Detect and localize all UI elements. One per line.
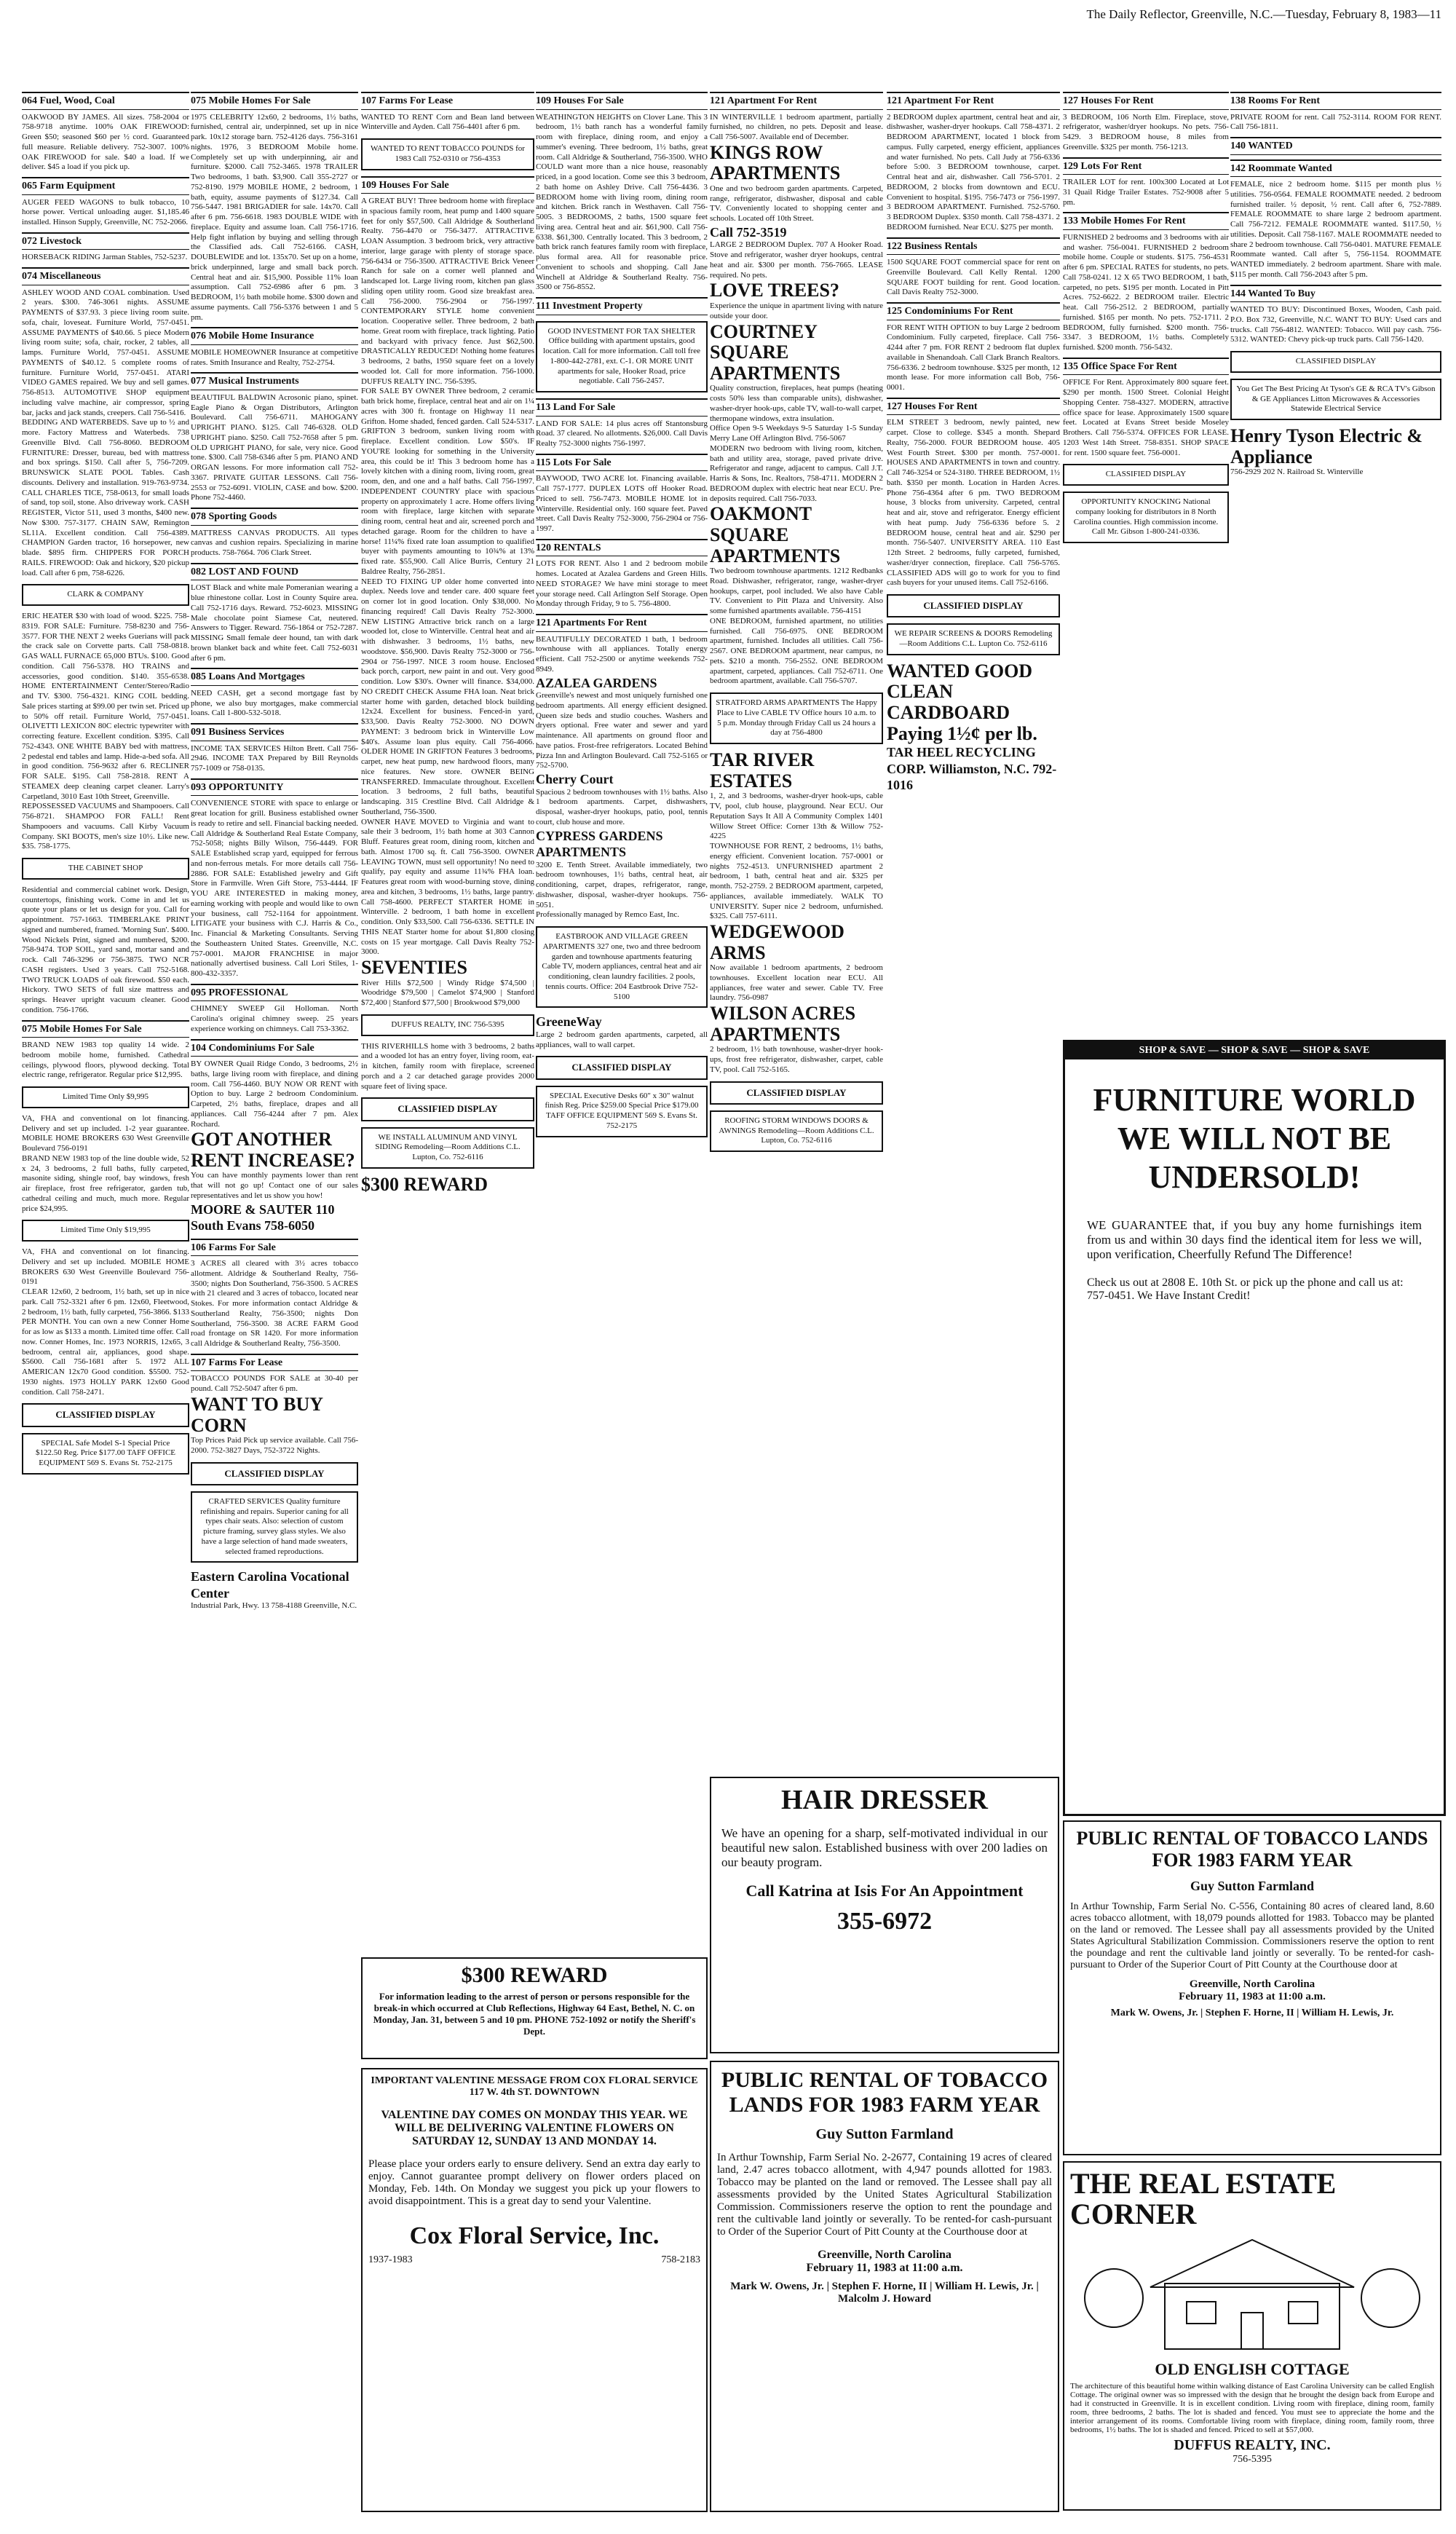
ad-subheading: AZALEA GARDENS <box>536 675 657 690</box>
listing-text: INCOME TAX SERVICES Hilton Brett. Call 756-2946. INCOME TAX Prepared by Bill Reynolds 757-1009 or 758-0135. <box>191 743 358 773</box>
category-heading: 075 Mobile Homes For Sale <box>22 1020 189 1038</box>
listing-text: Industrial Park, Hwy. 13 758-4188 Greenville, N.C. <box>191 1601 357 1611</box>
listing-text: BEAUTIFUL BALDWIN Acrosonic piano, spinet. Eagle Piano & Organ Distributors, Arlington Boulevard. Call 756-6711. MAHOGANY UPRIGHT PIANO. $125. Call 746-6328. OLD UPRIGHT piano. $250. Call 752-7658 after 5 pm. OLD UPRIGHT PIANO, for sale, very nice. Good tone. $300. Call 758-6346 after 5 pm. PIANO AND ORGAN lessons. For more information call 752-3367. PRIVATE GUITAR LESSONS. Call 756-2553 or 752-6091. VIOLIN, CASE and bow. $200. Phone 752-4460. <box>191 392 358 502</box>
listing-text: Now available 1 bedroom apartments, 2 bedroom townhouses. Excellent location near ECU. All appliances, free water and sewer. Cable TV. Free laundry. 756-0987 <box>710 963 883 1003</box>
boxed-ad: SPECIAL Executive Desks 60" x 30" walnut finish Reg. Price $259.00 Special Price $179.00 TAFF OFFICE EQUIPMENT 569 S. Evans St. 752-2175 <box>536 1086 708 1137</box>
display-label: CLASSIFIED DISPLAY <box>191 1462 358 1485</box>
boxed-ad: OPPORTUNITY KNOCKING National company looking for distributors in 8 North Carolina counties. High commission income. Call Mr. Gibson 1-800-241-0336. <box>1063 492 1229 543</box>
hairdresser-cta: Call Katrina at Isis For An Appointment <box>745 1882 1024 1900</box>
category-heading: 125 Condominiums For Rent <box>887 302 1060 320</box>
ad-subheading: TAR HEEL RECYCLING CORP. Williamston, N.C. 792-1016 <box>887 745 1057 793</box>
listing-text: TOBACCO POUNDS FOR SALE at 30-40 per pound. Call 752-5047 after 6 pm. <box>191 1374 358 1394</box>
listing-text: Top Prices Paid Pick up service available. Call 756-2000. 752-3827 Days, 752-3722 Nights. <box>191 1436 358 1455</box>
listing-text: 2 BEDROOM duplex apartment, central heat and air, dishwasher, washer-dryer hookups. Call 758-4371. 2 BEDROOM APARTMENT, located 1 block from campus. Fully carpeted, energy efficient, appliances and water furnished. No pets. Call Judy at 756-6336 before 5:00. 3 BEDROOM townhouse, carpet. Central heat and air, dishwasher. Call 756-5701. 2 BEDROOM, 2 blocks from downtown and ECU. Convenient to hospital. $195. 756-7473 or 756-1997. 3 BEDROOM APARTMENT. Furnished. 752-5760. 3 BEDROOM Duplex. $350 month. Call 758-4371. 2 BEDROOM furnished. Near ECU. $275 per month. <box>887 112 1060 232</box>
furniture-address: Check us out at 2808 E. 10th St. or pick up the phone and call us at: 757-0451. We Have Instant Credit! <box>1087 1276 1404 1303</box>
listing-text: Large 2 bedroom garden apartments, carpeted, all appliances, wall to wall carpet. <box>536 1030 708 1049</box>
listing-text: 1500 SQUARE FOOT commercial space for rent on Greenville Boulevard. Call Kelly Rental. 1200 SQUARE FOOT building for rent. Good location. Call Davis Realty 752-3000. <box>887 258 1060 297</box>
listing-text: WANTED TO BUY: Discontinued Boxes, Wooden, Cash paid. P.O. Box 732, Greenville, N.C. WANT TO BUY: Used cars and trucks. Call 756-4812. WANTED: Tobacco. Will pay cash. 756-5312. WANTED: Chevy pick-up truck parts. Call 756-1420. <box>1230 305 1441 344</box>
boxed-ad: DUFFUS REALTY, INC 756-5395 <box>361 1014 534 1036</box>
ad-headline: WEDGEWOOD ARMS <box>710 921 844 963</box>
ad-subheading: Eastern Carolina Vocational Center <box>191 1569 349 1600</box>
category-heading: 082 LOST AND FOUND <box>191 563 358 581</box>
category-heading: 077 Musical Instruments <box>191 372 358 390</box>
tobacco-right-title: PUBLIC RENTAL OF TOBACCO LANDS FOR 1983 FARM YEAR <box>1076 1828 1428 1871</box>
category-heading: 111 Investment Property <box>536 297 708 315</box>
listing-text: IN WINTERVILLE 1 bedroom apartment, partially furnished, no children, no pets. Deposit and lease. Call 756-5007. Available end of December. <box>710 112 883 141</box>
listing-text: FEMALE, nice 2 bedroom home. $115 per month plus ½ utilities. 756-0564. FEMALE ROOMMATE needed. 2 bedroom furnished trailer. ½ deposit, ½ rent. Call after 6, 752-7889. FEMALE ROOMMATE to share large 2 bedroom apartment. Call 756-7212. FEMALE ROOMMATE wanted. $117.50, ½ utilities. Deposit. Call 758-1167. MALE ROOMMATE needed to share 2 bedroom townhouse. Call 756-0401. MATURE FEMALE Roommate wanted. Call after 5, 756-1154. ROOMMATE WANTED immediately. 2 bedroom apartment. Share with male. $115 per month. Call 756-2043 after 5 pm. <box>1230 180 1441 279</box>
category-heading: 140 WANTED <box>1230 137 1441 155</box>
listing-text: CHIMNEY SWEEP Gil Holloman. North Carolina's original chimney sweep. 25 years experience working on chimneys. Call 753-3362. <box>191 1004 358 1033</box>
display-label: CLASSIFIED DISPLAY <box>887 594 1060 617</box>
category-heading: 109 Houses For Sale <box>536 92 708 110</box>
category-heading: 121 Apartments For Rent <box>536 614 708 632</box>
valentine-body1: VALENTINE DAY COMES ON MONDAY THIS YEAR. WE WILL BE DELIVERING VALENTINE FLOWERS ON SATURDAY 12, SUNDAY 13 AND MONDAY 14. <box>381 2109 688 2147</box>
ad-headline: WANT TO BUY CORN <box>191 1393 323 1436</box>
boxed-ad: Limited Time Only $9,995 <box>22 1086 189 1108</box>
display-label: CLASSIFIED DISPLAY <box>22 1403 189 1426</box>
boxed-ad: GOOD INVESTMENT FOR TAX SHELTER Office building with apartment upstairs, good location. Call for more information. Call toll free 1-800-442-2781, ext. C-1. OR MORE UNIT apartments for sale, Hooker Road, price negotiable. Call 756-2457. <box>536 321 708 393</box>
category-heading: 109 Houses For Sale <box>361 176 534 194</box>
listing-text: ERIC HEATER $30 with load of wood. $225. 758-8319. FOR SALE: Furniture. 758-8230 and 756-3577. FOR THE NEXT 2 weeks Guerians will pack the crack sale on Corvette parts. Call 758-0818. GAS WALL FURNACE 65,000 BTUs. $100. Good condition. Call 756-5378. HO TRAINS and accessories, good condition. $140. 355-6538. HOME ENTERTAINMENT Center/Stereo/Radio and TV. $300. 756-4321. KING COIL bedding. Sale prices starting at $99.00 per twin set. Priced up to 50% off retail. Furniture World, 757-0451. OLIVETTI LEXICON 80C electric typewriter with correcting feature. Excellent condition. $395. Call 752-4343. ONE WHITE BABY bed with mattress, 2 pedestal end tables and lamp. Hide-a-bed sofa. All in good condition. 756-9632 after 6. RECLINER FOR SALE. $195. Call 758-2818. RENT A STEAMEX deep cleaning carpet cleaner. Larry's Carpetland, 3010 East 10th Street, Greenville. <box>22 612 189 801</box>
tobacco-left-body: In Arthur Township, Farm Serial No. 2-2677, Containing 19 acres of cleared land, 2.47 acres tobacco allotment, with 4,947 pounds allotted for 1983. Tobacco may be planted on the land or removed. The Lessee shall pay all assessments provided by the United States Agricultural Stabilization Commission. Commissioners reserve the option to rent the poundage and rent the cultivable land jointly or severally. To be rented-for cash-pursuant to Order of the Superior Court of Pitt County at the Courthouse door at <box>717 2152 1052 2238</box>
listing-text: OAKWOOD BY JAMES. All sizes. 758-2004 or 758-9718 anytime. 100% OAK FIREWOOD: Green $50; seasoned $60 per ½ cord. Guaranteed full measure. Reliable delivery. 752-3007. 100% OAK FIREWOOD for sale. $40 a load. If we deliver. $45 a load if you pick up. <box>22 112 189 172</box>
listing-text: MODERN two bedroom with living room, kitchen, bath and utility area, storage, paved private drive. Refrigerator and range, adjacent to campus. Call J.T. Harris & Sons, Inc. Realtors, 758-4711. MODERN 2 BEDROOM duplex with electric heat near ECU. Pre-deposits required. Call 756-7033. <box>710 443 883 503</box>
category-heading: 127 Houses For Rent <box>1063 92 1229 110</box>
category-heading: 104 Condominiums For Sale <box>191 1039 358 1057</box>
listing-text: Two bedroom townhouse apartments. 1212 Redbanks Road. Dishwasher, refrigerator, range, washer-dryer hookups, carpet, pool included. We also have Cable TV. Convenient to Pitt Plaza and University. Also some furnished apartments available. 756-4151 <box>710 567 883 616</box>
listing-text: BEAUTIFULLY DECORATED 1 bath, 1 bedroom townhouse with all appliances. Totally energy efficient. Call 752-2500 or anytime weekends 752-8949. <box>536 634 708 674</box>
category-heading: 129 Lots For Rent <box>1063 157 1229 175</box>
reward-body: For information leading to the arrest of person or persons responsible for the break-in which occurred at Club Reflections, Highway 64 East, Bethel, N. C. on Monday, Jan. 31, between 5 and 10 pm. PHONE 752-1092 or notify the Sheriff's Dept. <box>373 1991 696 2037</box>
listing-text: Office Open 9-5 Weekdays 9-5 Saturday 1-5 Sunday Merry Lane Off Arlington Blvd. 756-5067 <box>710 424 883 443</box>
category-heading: 107 Farms For Lease <box>361 92 534 110</box>
valentine-body2: Please place your orders early to ensure delivery. Send an extra day early to enjoy. Cannot guarantee prompt delivery on flower orders placed on Monday, Feb. 14th. On Monday we suggest you pick up your flowers to avoid disappointment. This is a great day to send your Valentine. <box>368 2158 700 2207</box>
listing-text: ASHLEY WOOD AND COAL combination. Used 2 years. $300. 746-3061 nights. ASSUME PAYMENTS of $37.93. 3 piece living room suite. sofa, chair, loveseat. Furniture World, 757-0451. ASSUME PAYMENTS of $40.66. 5 piece Modern living room suite; sofa, chair, rocker, 2 tables, all lamps. Furniture World, 757-0451. ASSUME PAYMENTS of $40.12. 5 complete rooms of furniture. Furniture World, 757-0451. ATARI VIDEO GAMES repaired. We buy and sell games. 756-8513. AUTOMOTIVE SHOP equipment including valve machine, air compressor, spring bar, jacks and jack stands, creepers. Call 756-5416. <box>22 288 189 417</box>
ad-headline: LOVE TREES? <box>710 280 839 301</box>
ad-headline: COURTNEY SQUARE APARTMENTS <box>710 320 841 384</box>
real-estate-corner-ad <box>1063 2161 1441 2511</box>
listing-text: PRIVATE ROOM for rent. Call 752-3114. ROOM FOR RENT. Call 756-1811. <box>1230 112 1441 132</box>
category-heading: 144 Wanted To Buy <box>1230 285 1441 303</box>
boxed-ad: STRATFORD ARMS APARTMENTS The Happy Place to Live CABLE TV Office hours 10 a.m. to 5 p.m. Monday through Friday Call us 24 hours a day at 756-4800 <box>710 692 883 744</box>
listing-text: BRAND NEW 1983 top quality 14 wide. 2 bedroom mobile home, furnished. Cathedral ceilings, plywood floors, plywood decking. Total electric range, refrigerator. Regular price $12,995. <box>22 1041 189 1080</box>
category-heading: 142 Roommate Wanted <box>1230 159 1441 178</box>
reward-title: $300 REWARD <box>461 1963 608 1987</box>
hairdresser-title: HAIR DRESSER <box>780 1785 989 1815</box>
listing-text: Greenville's newest and most uniquely furnished one bedroom apartments. All energy efficient designed. Queen size beds and studio couches. Washers and dryers optional. Free water and sewer and yard maintenance. All apartments on ground floor and have patios. Frost-free refrigerators. Located Behind Pizza Inn and Arlington Boulevard. Call 752-5165 or 752-5700. <box>536 691 708 770</box>
listing-text: VA, FHA and conventional on lot financing. Delivery and set up included. 1-2 year guarantee. MOBILE HOME BROKERS 630 West Greenville Boulevard 756-0191 <box>22 1113 189 1153</box>
listing-text: A GREAT BUY! Three bedroom home with fireplace in spacious family room, heat pump and 1400 square feet for only $57,500. Call Aldridge & Southerland Realty. 756-4470 or 756-3477. ATTRACTIVE LOAN Assumption. 3 bedroom brick, very attractive interior, large garage with plenty of storage space. 756-6434 or 756-3500. ATTRACTIVE Brick Veneer Ranch for sale on a corner well planned and landscaped lot. Large living room, kitchen pan glass sliding open utility room. Good size breakfast area. Call 756-2000. 756-2904 or 756-1997. CONTEMPORARY STYLE home convenient location. Cooperative seller. Three bedroom, 2 bath home. Great room with fireplace, track lighting. Patio and backyard with privacy fence. Just $62,500. DRASTICALLY REDUCED! Nothing home features 3 bedrooms, 2 baths, 1950 square feet on a lovely wooded lot. Call for more information. 756-1000. DUFFUS REALTY INC. 756-5395. <box>361 197 534 386</box>
listing-text: OWNER HAVE MOVED to Virginia and want to sale their 3 bedroom, 1½ bath home at 303 Cannon Bluff. Features great room, dining room, kitchen and bath. Almost 1700 sq. ft. Call 756-3500. OWNER LEAVING TOWN, must sell opportunity! No need to qualify, pay equity and assume 11¾% FHA loan. Features great room with wood-burning stove, dining area and kitchen, 3 bedrooms, 1½ baths, large pantry. Call 758-4600. PERFECT STARTER HOME in Winterville. 2 bedroom, 1 bath home in excellent condition. Only $33,500. Call 756-6336. SETTLE IN THIS NEAT Starter home for about $1,800 closing costs on 15 year mortgage. Call Davis Realty 752-3000. <box>361 817 534 957</box>
tobacco-right-signers: Mark W. Owens, Jr. | Stephen F. Horne, II | William H. Lewis, Jr. <box>1110 2008 1394 2018</box>
listing-text: 1975 CELEBRITY 12x60, 2 bedrooms, 1½ baths, furnished, central air, underpinned, set up in nice park. 10x12 storage barn. 752-4126 days. 756-3161 nights. 1976, 3 BEDROOM Mobile home. Completely set up with underpinning, air and furniture. $2000. Call 752-3465. 1978 TRAILER Two bedrooms, 1 bath. $3,900. Call 355-2727 or 752-8190. 1979 MOBILE HOME, 2 bedroom, 1 bath, equity, assume payments of $127.34. Call 756-5447. 1981 BRIGADIER for sale. 14x70. Call after 6 pm. 756-6618. 1983 DOUBLE WIDE with fireplace. Equity and assume loan. Call 756-1716. Help fight inflation by buying and selling through the Classified ads. Call 752-6166. CASH, DOUBLEWIDE and lot. 135x70. Set up on a home, brick underpinned, large and small back porch. Central heat and air. $15,900. Possible 11% loan assumption. Call 752-6986 after 6 pm. 3 BEDROOM, 1½ bath mobile home. $300 down and assume payments. Call 756-5376 between 1 and 5 pm. <box>191 112 358 322</box>
category-heading: 138 Rooms For Rent <box>1230 92 1441 110</box>
ad-headline: KINGS ROW APARTMENTS <box>710 141 841 184</box>
ad-subheading: MOORE & SAUTER 110 South Evans 758-6050 <box>191 1201 335 1234</box>
valentine-phone: 758-2183 <box>661 2254 700 2265</box>
furniture-world-ad <box>1063 1040 1446 1816</box>
boxed-ad: Limited Time Only $19,995 <box>22 1220 189 1242</box>
category-heading: 113 Land For Sale <box>536 398 708 417</box>
listing-text: CLEAR 12x60, 2 bedroom, 1½ bath, set up in nice park. Call 752-3321 after 6 pm. 12x60, Fleetwood, 2 bedroom, 1½ bath, fully carpeted, 756-3866. $133 PER MONTH. You can own a new Conner Home for as low as $133 a month. Limited time offer. Call now. Conner Homes, Inc. 1973 NORRIS, 12x65, 3 bedroom, central air, appliances, good shape. $5600. Call 756-1681 after 5. 1972 ALL AMERICAN 12x70 Good condition. $5500. 752-1930 nights. 1973 HOLLY PARK 12x60 Good condition. Call 758-2471. <box>22 1287 189 1397</box>
listing-text: One and two bedroom garden apartments. Carpeted, range, refrigerator, dishwasher, disposal and cable TV. Conveniently located to shopping center and schools. Located off 10th Street. <box>710 183 883 224</box>
page-header: The Daily Reflector, Greenville, N.C.—Tuesday, February 8, 1983—11 <box>1086 7 1441 21</box>
reward-ad <box>361 1957 708 2059</box>
listing-text: WEATHINGTON HEIGHTS on Clover Lane. This 3 bedroom, 1½ bath ranch has a wonderful family room with fireplace, dining room, and enjoy a summer's evening. Three bedroom, 1½ baths, great room. Call Aldridge & Southerland, 756-3500. WHO COULD want more than a nice house, reasonably priced, in a good location. Come see this 3 bedroom, 2 bath home on Ashley Drive. Call 756-4436. 3 BEDROOM home with living room, dining room and kitchen. Brick ranch in Westhaven. Call 756-5005. 3 BEDROOMS, 2 baths, 1500 square feet living area. Central heat and air. $61,900. Call 756-6338. $61,300. Centrally located. This 3 bedroom, 2 bath brick ranch features family room with fireplace, plus formal area. All for reasonable price. Convenient to schools and shopping. Call Jane Winchell at Aldridge & Southerland Realty. 756-3500 or 756-8552. <box>536 112 708 292</box>
category-heading: 085 Loans And Mortgages <box>191 668 358 686</box>
category-heading: 078 Sporting Goods <box>191 508 358 526</box>
cottage-illustration-icon <box>1077 2233 1427 2356</box>
tobacco-rental-notice-left <box>710 2061 1059 2512</box>
realestate-title: THE REAL ESTATE CORNER <box>1070 2167 1337 2230</box>
ad-headline: GOT ANOTHER RENT INCREASE? <box>191 1129 355 1171</box>
ad-subheading: Call 752-3519 <box>710 224 787 240</box>
listing-text: LARGE 2 BEDROOM Duplex. 707 A Hooker Road. Stove and refrigerator, washer dryer hookups, central heat and air. $300 per month. 756-7665. LEASE required. No pets. <box>710 240 883 280</box>
listing-text: MATTRESS CANVAS PRODUCTS. All types canvas and cushion repairs. Specializing in marine products. 758-7664. 706 Clark Street. <box>191 528 358 557</box>
boxed-ad: SPECIAL Safe Model S-1 Special Price $122.50 Reg. Price $177.00 TAFF OFFICE EQUIPMENT 569 S. Evans St. 752-2175 <box>22 1433 189 1475</box>
listing-text: 3 ACRES all cleared with 3½ acres tobacco allotment. Aldridge & Southerland Realty, 756-3500; nights Don Southerland, 756-3500. 5 ACRES with 21 cleared and 3 acres of tobacco, located near Stokes. For more information contact Aldridge & Southerland Realty, 756-3500; nights Don Southerland, 756-3500. 38 ACRE FARM Good road frontage on SR 1420. For more information call Aldridge & Southerland Realty, 756-3500. <box>191 1259 358 1349</box>
hairdresser-body: We have an opening for a sharp, self-motivated individual in our beautiful new salon. Established business with over 200 ladies on our beauty program. <box>721 1826 1048 1869</box>
tobacco-left-signers: Mark W. Owens, Jr. | Stephen F. Horne, II | William H. Lewis, Jr. | Malcolm J. Howard <box>730 2281 1039 2305</box>
category-heading: 120 RENTALS <box>536 539 708 557</box>
listing-text: Experience the unique in apartment living with nature outside your door. <box>710 301 883 320</box>
listing-text: BAYWOOD, TWO ACRE lot. Financing available. Call 757-1777. DUPLEX LOTS off Hooker Road. Priced to sell. 756-7473. MOBILE HOME lot in Winterville. Residential only. 160 square feet. Paved street. Call Davis Realty 752-3000, 756-2904 or 756-1997. <box>536 474 708 533</box>
category-heading: 074 Miscellaneous <box>22 267 189 285</box>
display-label: CLASSIFIED DISPLAY <box>536 1056 708 1079</box>
boxed-ad: CLASSIFIED DISPLAY <box>1230 351 1441 373</box>
ad-headline: WILSON ACRES APARTMENTS <box>710 1003 856 1045</box>
boxed-ad: WANTED TO RENT TOBACCO POUNDS for 1983 Call 752-0310 or 756-4353 <box>361 138 534 170</box>
listing-text: NEED CASH, get a second mortgage fast by phone, we also buy mortgages, make commercial loans. Call 1-800-532-5018. <box>191 688 358 718</box>
ad-headline: OAKMONT SQUARE APARTMENTS <box>710 503 841 567</box>
category-heading: 115 Lots For Sale <box>536 454 708 472</box>
valentine-name: Cox Floral Service, Inc. <box>409 2222 660 2249</box>
listing-text: 3200 E. Tenth Street. Available immediately, two bedroom townhouses, 1½ baths, central heat, air conditioning, carpet, drapes, refrigerator, range, dishwasher, disposal, washer-dryer hookups. 756-5051. <box>536 860 708 909</box>
listing-text: LOTS FOR RENT. Also 1 and 2 bedroom mobile homes. Located at Azalea Gardens and Green Hills. NEED STORAGE? We have mini storage to meet your storage need. Call Arlington Self Storage. Open Monday through Friday, 9 to 5. 756-4800. <box>536 559 708 609</box>
tobacco-rental-notice-right <box>1063 1820 1441 2155</box>
listing-text: ONE BEDROOM, furnished apartment, no utilities furnished. Call 756-6975. ONE BEDROOM apartment, furnished. Includes all utilities. Call 756-2567. ONE BEDROOM apartment, near campus, no pets. $210 a month. 756-2552. ONE BEDROOM apartment, carpeted, appliances. Call 752-6711. One bedroom apartment, available. Call 756-5707. <box>710 616 883 686</box>
listing-text: ELM STREET 3 bedroom, newly painted, new carpet. Close to college. $345 a month. Shepard Realty, 756-2000. FOUR BEDROOM house. 405 West Fourth Street. $300 per month. 757-0001. HOUSES AND APARTMENTS in town and country. Call 746-3254 or 524-3180. THREE BEDROOM, 1½ bath. $350 per month. Location in Harden Acres. Phone 756-4364 after 6 pm. TWO BEDROOM house, 3 blocks from university. Carpeted, central heat and air, stove and refrigerator. Energy efficient with heat pump. Judy 756-6336 before 5. 2 BEDROOM house, central heat and air. $290 per month. 756-5407. UNIVERSITY AREA. 110 East 12th Street. 2 bedrooms, fully carpeted, furnished, washer/dryer connection, fireplace. Call 756-5765. CLASSIFIED ADS will go to work for you to find cash buyers for your unused items. Call 752-6166. <box>887 418 1060 588</box>
hairdresser-phone: 355-6972 <box>836 1908 933 1935</box>
listing-text: FOR SALE BY OWNER Three bedroom, 2 ceramic bath brick home, fireplace, central heat and air on 1¼ acres with 300 ft. frontage on Highway 11 near Grifton. Home shaded, fenced garden. Call 524-5317. GRIFTON 3 bedroom, sunken living room with fireplace. Excellent condition. Low $50's. IF YOU'RE looking for something in the University area, this could be it! This 3 bedroom home has a lovely kitchen with a dining room, living room, great room, den, and one and a half baths. Call 756-1997. INDEPENDENT COUNTRY place with spacious property on approximately 1 acre. Home offers living room with fireplace, large kitchen with separate dining room, central heat and air, screened porch and detached garage. Room for the children to have a horse! 11¼% fixed rate loan assumption to qualified buyer with payments amounting to 10¾% at 13% fixed rate. $55,900. Call Alice Burris, Century 21 Baldree Realty, 756-2851. <box>361 387 534 576</box>
listing-text: FURNISHED 2 bedrooms and 3 bedrooms with air and washer. 756-0041. FURNISHED 2 bedroom mobile home. Couple or students. $175. 756-4531 after 6 pm. SPECIAL RATES for students, no pets. Call 758-0241. 12 X 65 TWO BEDROOM, 1 bath, carpeted, no pets. $195 per month. Located in Pitt Acres. 752-6622. 2 BEDROOM trailer. Electric heat. Call 756-2512. 2 BEDROOM, partially furnished. $165 per month. No pets. 752-1711. 2 BEDROOM, fully furnished. $200 month. 756-3347. 3 BEDROOM, 1½ baths. Completely furnished. $200 month. 756-5432. <box>1063 232 1229 352</box>
boxed-ad: WE INSTALL ALUMINUM AND VINYL SIDING Remodeling—Room Additions C.L. Lupton, Co. 752-6116 <box>361 1127 534 1169</box>
boxed-ad: WE REPAIR SCREENS & DOORS Remodeling—Room Additions C.L. Lupton Co. 752-6116 <box>887 623 1060 655</box>
listing-text: THIS RIVERHILLS home with 3 bedrooms, 2 baths and a wooded lot has an entry foyer, living room, eat-in kitchen, family room with fireplace, screened porch and a 2 car detached garage provides 2000 square feet of living space. <box>361 1041 534 1091</box>
listing-text: REPOSSESSED VACUUMS and Shampooers. Call 756-8721. SHAMPOO FOR FALL! Rent Shampooers and vacuums. Call Kirby Vacuum Company. SKI BOOTS, men's size 10½. Like new. $35. 758-1775. <box>22 802 189 851</box>
boxed-ad: ROOFING STORM WINDOWS DOORS & AWNINGS Remodeling—Room Additions C.L. Lupton, Co. 752-6116 <box>710 1110 883 1152</box>
listing-text: LAND FOR SALE: 14 plus acres off Stantonsburg Road. 37 cleared. No allotments. $26,000. Call Davis Realty 752-3000 nights 756-1997. <box>536 419 708 448</box>
tobacco-right-date: February 11, 1983 at 11:00 a.m. <box>1179 1991 1326 2002</box>
tobacco-left-title: PUBLIC RENTAL OF TOBACCO LANDS FOR 1983 FARM YEAR <box>721 2068 1048 2117</box>
listing-text: FOR RENT WITH OPTION to buy Large 2 bedroom Condominium. Fully carpeted, fireplace. Call 756-4244 after 7 pm. FOR RENT 2 bedroom flat duplex available in Shenandoah. Call Clark Branch Realtors. 756-6336. 2 bedroom townhouse. $325 per month, 12 month lease. For more information call Bob, 756-0001. <box>887 323 1060 392</box>
listing-text: WANTED TO RENT Corn and Bean land between Winterville and Ayden. Call 756-4401 after 6 pm. <box>361 112 534 132</box>
listing-text: Quality construction, fireplaces, heat pumps (heating costs 50% less than comparable units), dishwasher, washer-dryer hook-ups, cable TV, wall-to-wall carpet, thermopane windows, extra insulation. <box>710 384 883 423</box>
category-heading: 121 Apartment For Rent <box>887 92 1060 110</box>
listing-text: NEED TO FIXING UP older home converted into duplex. Needs love and tender care. 400 square feet on corner lot in good location. Only $38,000. No financing required! Call Davis Realty 752-3000. NEW LISTING Attractive brick ranch on a large wooded lot, close to Winterville. Central heat and air with dishwasher. 3 bedrooms, 1½ baths, new woodstove. $56,900. Davis Realty 752-3000 or 756-2904 or 756-1997. NICE 3 room house. Enclosed back porch, carport, new paint in and out. Very good condition. Low $30's. Owner will finance. $34,000. NO CREDIT CHECK Assume FHA loan. Neat brick starter home with garden, detached block building 12x24. Excellent for business. Fenced-in yard, $33,500. Davis Realty 752-3000. NO DOWN PAYMENT: 3 bedroom brick in Winterville Low $40's. Assume loan plus equity. Call 756-4066. OLDER HOME IN GRIFTON Features 3 bedrooms, carpet, new heat pump, new hardwood floors, many nice features. New store. OWNER BEING TRANSFERRED. Immaculate throughout. Excellent location. 3 bedrooms, 2 full baths, beautiful landscaping. 315 Crestline Blvd. Call Aldridge & Southerland, 756-3500. <box>361 577 534 816</box>
listing-text: BY OWNER Quail Ridge Condo, 3 bedrooms, 2½ baths, large living room with fireplace, and dining room. Call 756-4460. BUY NOW OR RENT with Option to buy. Large 2 bedroom Condominium. Carpeted, 2½ baths, fireplace, drapes and all appliances. Call 756-4244 after 7 pm. Alex Rochard. <box>191 1059 358 1129</box>
listing-text: You can have monthly payments lower than rent that will not go up! Contact one of our sales representatives and let us show you how! <box>191 1171 358 1200</box>
classified-column-1 <box>22 87 189 2519</box>
ad-subheading: CYPRESS GARDENS APARTMENTS <box>536 828 663 859</box>
furniture-guarantee: WE GUARANTEE that, if you buy any home furnishings item from us and within 30 days find the identical item for less we will, upon verification, Cheerfully Refund The Difference! <box>1087 1218 1422 1262</box>
tobacco-right-sub: Guy Sutton Farmland <box>1190 1879 1315 1893</box>
realestate-body: The architecture of this beautiful home within walking distance of East Carolina University can be called English Cottage. The original owner was so impressed with the design that he brought the design back from Europe and had it constructed in Greenville. It is in excellent condition. Living room with fireplace, dining room, family room, three bedrooms, 2 baths. The lot is shaded and fenced. You must see to appreciate the home and the interior arrangement of its rooms. Comfortable living room with fireplace, dining room, family room, three bedrooms, 1½ baths. The lot is shaded and fenced. Priced to sell at $57,000. <box>1070 2382 1434 2434</box>
category-heading: 121 Apartment For Rent <box>710 92 883 110</box>
listing-text: TRAILER LOT for rent. 100x300 Located at Lot 31 Quail Ridge Trailer Estates. 752-9008 after 5 pm. <box>1063 178 1229 207</box>
boxed-ad: THE CABINET SHOP <box>22 858 189 880</box>
category-heading: 135 Office Space For Rent <box>1063 358 1229 376</box>
category-heading: 122 Business Rentals <box>887 237 1060 256</box>
listing-text: BEDDING AND WATERBEDS. Save up to ½ and more. Factory Mattress and Waterbeds. 738 Greenville Blvd. Call 756-8060. BEDROOM FURNITURE: Dresser, bureau, bed with mattress and box springs. $150. Call after 5, 756-7209. BRUNSWICK SLATE POOL Tables. Cash discounts. Delivery and installation. 919-763-9734. CALL CHARLES TICE, 758-0613, for small loads of sand, top soil, stone. Also driveway work. CASH REGISTER, Victor 511, used 3 months, $400 new. Now $300. 757-3177. CHAIN SAW, Remington SL11A. Excellent condition. Call 756-4389. CHAMPION Garden tractor, 16 horsepower, new blade. $895 firm. CHIPPERS FOR PORCH RAILS. FIREWOOD: Oak and hickory, $20 pickup load. Call after 6 pm, 758-6226. <box>22 418 189 577</box>
category-heading: 091 Business Services <box>191 723 358 741</box>
ad-headline: Henry Tyson Electric & Appliance <box>1230 425 1423 467</box>
ad-headline: $300 REWARD <box>361 1173 488 1195</box>
display-label: CLASSIFIED DISPLAY <box>361 1097 534 1121</box>
listing-text: 3 BEDROOM, 106 North Elm. Fireplace, stove, refrigerator, washer/dryer hookups. No pets. 756-5429. 3 BEDROOM house, 8 miles from Greenville. $325 per month. 756-1213. <box>1063 112 1229 151</box>
listing-text: HORSEBACK RIDING Jarman Stables, 752-5237. <box>22 253 188 262</box>
tobacco-left-date: February 11, 1983 at 11:00 a.m. <box>806 2262 963 2274</box>
ad-headline: SEVENTIES <box>361 957 467 978</box>
listing-text: LOST Black and white male Pomeranian wearing a blue rhinestone collar. Lost in County Squire area. Call 752-1716 days. Reward. 752-6023. MISSING Male chocolate point Siamese Cat, neutered. Answers to Tigger. Reward. 756-1864 or 752-7287. MISSING Small female deer hound, tan with dark brown blanket back and white feet. Call 752-6031 after 6 pm. <box>191 583 358 663</box>
listing-text: TOWNHOUSE FOR RENT, 2 bedrooms, 1½ baths, energy efficient. Convenient location. 757-0001 or nights 752-4513. UNFURNISHED apartment 2 bedroom, 1 bath, central heat and air. $325 per month. 752-2759. 2 BEDROOM apartment, carpeted, appliances, available immediately. WALK TO UNIVERSITY. Super nice 2 bedroom, unfurnished. $325. Call 757-6111. <box>710 842 883 921</box>
ad-headline: TAR RIVER ESTATES <box>710 749 815 792</box>
display-label: CLASSIFIED DISPLAY <box>710 1081 883 1105</box>
listing-text: 756-2929 202 N. Railroad St. Winterville <box>1230 467 1364 477</box>
boxed-ad: EASTBROOK AND VILLAGE GREEN APARTMENTS 327 one, two and three bedroom garden and townhouse apartments featuring Cable TV, modern appliances, central heat and air conditioning, clean laundry facilities. 2 pools, tennis courts. Office: 204 Eastbrook Drive 752-5100 <box>536 926 708 1008</box>
hair-dresser-ad <box>710 1777 1059 2053</box>
listing-text: BRAND NEW 1983 top of the line double wide, 52 x 24, 3 bedrooms, 2 full baths, fully carpeted, masonite siding, shingle roof, bay windows, fresh air fireplace, frost free refrigerator, garden tub, cathedral ceiling and much, much more. Regular price $24,995. <box>22 1153 189 1213</box>
category-heading: 064 Fuel, Wood, Coal <box>22 92 189 110</box>
listing-text: VA, FHA and conventional on lot financing. Delivery and set up included. MOBILE HOME BROKERS 630 West Greenville Boulevard 756-0191 <box>22 1247 189 1287</box>
classified-column-2 <box>191 87 358 2519</box>
listing-text: OFFICE For Rent. Approximately 800 square feet. $290 per month. 1500 Street. Colonial Height Shopping Center. 758-4327. MODERN, attractive office space for lease. Approximately 1500 square feet. Located at Evans Street beside Moseley Brothers. Call 756-5374. OFFICES FOR LEASE. 1203 West 14th Street. 758-8351. SHOP SPACE for rent. 1500 square feet. 756-0001. <box>1063 378 1229 457</box>
listing-text: CONVENIENCE STORE with space to enlarge or great location for grill. Business established owner is ready to retire and sell. Financial backing needed. Call Aldridge & Southerland Real Estate Company, 752-5058; nights Billy Wilson, 756-4449. FOR SALE Established scrap yard, equipped for ferrous and non-ferrous metals. For more details call 756-2886. FOR SALE: Established jewelry and Gift Store in Farmville. Wren Gift Store, 753-4444. IF YOU ARE INTERESTED in making money, earning working with people and would like to own your business, call 752-1164 for appointment. LITIGATE your business with C.J. Harris & Co., Inc. Financial & Marketing Consultants. Serving the Southeastern United States. Greenville, N.C. 757-0001. MAJOR FRANCHISE in major nationally advertised business. Call Lori Stiles, 1-800-432-3357. <box>191 799 358 978</box>
listing-text: MOBILE HOMEOWNER Insurance at competitive rates. Smith Insurance and Realty, 752-2754. <box>191 347 358 367</box>
listing-text: River Hills $72,500 | Windy Ridge $74,500 | Woodridge $79,500 | Camelot $74,900 | Stanford $72,400 | Stanford $77,500 | Brookwood $79,000 <box>361 978 534 1008</box>
valentine-title: IMPORTANT VALENTINE MESSAGE FROM COX FLORAL SERVICE 117 W. 4th ST. DOWNTOWN <box>371 2075 698 2098</box>
listing-text: 2 bedroom, 1½ bath townhouse, washer-dryer hook-ups, frost free refrigerator, dishwasher, carpet, cable TV, pool. Call 752-5165. <box>710 1045 883 1074</box>
shop-save-banner: SHOP & SAVE — SHOP & SAVE — SHOP & SAVE <box>1065 1042 1444 1059</box>
category-heading: 072 Livestock <box>22 232 189 250</box>
category-heading: 075 Mobile Homes For Sale <box>191 92 358 110</box>
valentine-year: 1937-1983 <box>368 2254 413 2265</box>
realestate-house-name: OLD ENGLISH COTTAGE <box>1155 2360 1350 2378</box>
boxed-ad: CLASSIFIED DISPLAY <box>1063 464 1229 486</box>
ad-headline: WANTED GOOD CLEAN CARDBOARD Paying 1½¢ per lb. <box>887 660 1037 744</box>
listing-text: Professionally managed by Remco East, Inc. <box>536 910 680 920</box>
category-heading: 127 Houses For Rent <box>887 398 1060 416</box>
category-heading: 095 PROFESSIONAL <box>191 984 358 1002</box>
tobacco-right-place: Greenville, North Carolina <box>1189 1978 1315 1990</box>
category-heading: 107 Farms For Lease <box>191 1354 358 1372</box>
category-heading: 065 Farm Equipment <box>22 177 189 195</box>
tobacco-right-body: In Arthur Township, Farm Serial No. C-556, Containing 80 acres of cleared land, 8.60 acres tobacco allotment, with 18,079 pounds allotted for 1983. Tobacco may be planted on the land or removed. The Lessee shall pay all assessments provided by the United States Agricultural Stabilization Commission. Commissioners reserve the option to rent the poundage and rent the cultivable land jointly or severally. To be rented-for cash-pursuant to Order of the Superior Court of Pitt County at the Courthouse door at <box>1070 1901 1434 1970</box>
furniture-title: FURNITURE WORLD WE WILL NOT BE UNDERSOLD! <box>1093 1082 1416 1195</box>
category-heading: 093 OPPORTUNITY <box>191 778 358 797</box>
ad-subheading: GreeneWay <box>536 1014 602 1030</box>
boxed-ad: CLARK & COMPANY <box>22 584 189 606</box>
listing-text: Spacious 2 bedroom townhouses with 1½ baths. Also 1 bedroom apartments. Carpet, dishwashers, disposal, washer-dryer hookups, patio, pool, tennis court, club house and more. <box>536 787 708 826</box>
realestate-agency: DUFFUS REALTY, INC. <box>1174 2437 1331 2453</box>
listing-text: Residential and commercial cabinet work. Design, countertops, finishing work. Come in and let us quote your plans or let us design for you. Call for appointment. 757-1663. TIMBERLAKE PRINT signed and numbered, framed. 'Morning Sun'. $400. Wood Nickels Print, signed and numbered, $200. 758-9474. TOP SOIL, yard sand, mortar sand and rock. Call 746-3296 or 756-3875. TWO NCR CASH registers. Used 3 years. Call 752-5168. TWO TRUCK LOADS of oak firewood. $50 each. Hickory. TWO SETS of full size mattress and springs. Heaver upright vacuum cleaner. Good condition. 756-1766. <box>22 885 189 1014</box>
boxed-ad: You Get The Best Pricing At Tyson's GE & RCA TV's Gibson & GE Appliances Litton Microwaves & Accessories Statewide Electrical Service <box>1230 379 1441 420</box>
category-heading: 106 Farms For Sale <box>191 1239 358 1257</box>
listing-text: 1, 2, and 3 bedrooms, washer-dryer hook-ups, cable TV, pool, club house, playground. Near ECU. Our Reputation Says It All A Community Complex 1401 Willow Street Office: Corner 13th & Willow 752-4225 <box>710 792 883 841</box>
category-heading: 133 Mobile Homes For Rent <box>1063 212 1229 230</box>
cox-floral-ad <box>361 2068 708 2512</box>
listing-text: AUGER FEED WAGONS to bulk tobacco, 10 horse power. Vertical unloading auger. $1,185.46 installed. Hinson Supply, Greenville, NC 752-2066. <box>22 197 189 226</box>
ad-subheading: Cherry Court <box>536 772 614 786</box>
tobacco-left-sub: Guy Sutton Farmland <box>815 2126 954 2142</box>
realestate-phone: 756-5395 <box>1233 2454 1272 2465</box>
boxed-ad: CRAFTED SERVICES Quality furniture refinishing and repairs. Superior caning for all types chair seats. Also: selection of custom picture framing, survey glass styles. We also have a large selection of hand made sweaters, selected framed reproductions. <box>191 1491 358 1563</box>
tobacco-left-place: Greenville, North Carolina <box>818 2249 951 2261</box>
category-heading: 076 Mobile Home Insurance <box>191 327 358 345</box>
